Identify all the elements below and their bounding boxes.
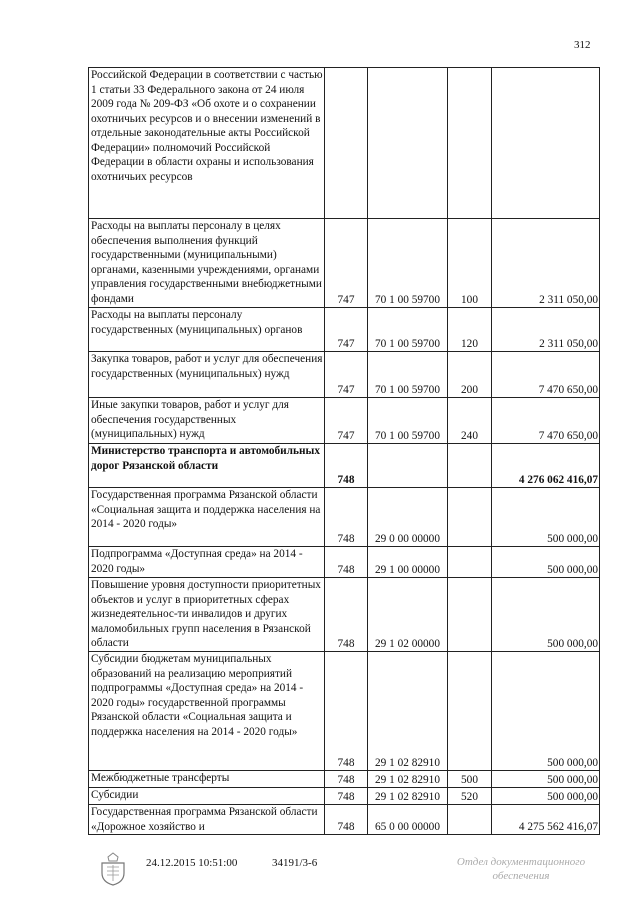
coat-of-arms-icon [98, 851, 128, 887]
table-row [89, 308, 600, 352]
ministry-code: 747 [325, 219, 368, 308]
amount: 500 000,00 [492, 488, 600, 547]
table-row [89, 398, 600, 444]
expense-type [448, 488, 492, 547]
amount: 500 000,00 [492, 771, 600, 788]
row-name: Российской Федерации в соответствии с частью 1 статьи 33 Федерального закона от 24 июля 2009 года № 209-ФЗ «Об охоте и о сохранении охотничьих ресурсов и о внесении изменений в отдельные законодательные акты Российской Федерации» полномочий Российской Федерации в области охраны и использования охотничьих ресурсов [89, 68, 325, 219]
amount: 500 000,00 [492, 788, 600, 805]
budget-table [88, 67, 600, 835]
row-name: Иные закупки товаров, работ и услуг для обеспечения государственных (муниципальных) нужд [89, 398, 325, 444]
row-name: Межбюджетные трансферты [89, 771, 325, 788]
footer-document-code: 34191/3-6 [272, 857, 318, 869]
amount: 2 311 050,00 [492, 219, 600, 308]
expense-type: 240 [448, 398, 492, 444]
row-name: Расходы на выплаты персоналу в целях обеспечения выполнения функций государственными (муниципальными) органами, казенными учреждениями, органами управления государственными внебюджетными фондами [89, 219, 325, 308]
expense-type: 500 [448, 771, 492, 788]
ministry-code: 748 [325, 805, 368, 835]
expense-type [448, 652, 492, 771]
table-row [89, 352, 600, 398]
expense-type: 200 [448, 352, 492, 398]
ministry-code: 748 [325, 547, 368, 578]
amount: 2 311 050,00 [492, 308, 600, 352]
amount: 500 000,00 [492, 652, 600, 771]
expense-type [448, 444, 492, 488]
expense-type [448, 805, 492, 835]
target-code: 29 1 02 00000 [368, 578, 448, 652]
row-name: Расходы на выплаты персоналу государственных (муниципальных) органов [89, 308, 325, 352]
row-name: Повышение уровня доступности приоритетных объектов и услуг в приоритетных сферах жизнедеятельнос-ти инвалидов и других маломобильных групп населения в Рязанской области [89, 578, 325, 652]
ministry-code: 748 [325, 578, 368, 652]
row-name: Закупка товаров, работ и услуг для обеспечения государственных (муниципальных) нужд [89, 352, 325, 398]
table-row [89, 219, 600, 308]
table-row [89, 805, 600, 835]
amount: 4 275 562 416,07 [492, 805, 600, 835]
target-code: 65 0 00 00000 [368, 805, 448, 835]
target-code: 29 1 02 82910 [368, 652, 448, 771]
table-row [89, 547, 600, 578]
expense-type: 120 [448, 308, 492, 352]
table-row [89, 771, 600, 788]
target-code: 29 1 02 82910 [368, 771, 448, 788]
target-code: 70 1 00 59700 [368, 308, 448, 352]
row-name: Субсидии бюджетам муниципальных образований на реализацию мероприятий подпрограммы «Доступная среда» на 2014 - 2020 годы» государственной программы Рязанской области «Социальная защита и поддержка населения на 2014 - 2020 годы» [89, 652, 325, 771]
target-code: 70 1 00 59700 [368, 352, 448, 398]
expense-type: 520 [448, 788, 492, 805]
ministry-code: 747 [325, 308, 368, 352]
amount: 7 470 650,00 [492, 352, 600, 398]
ministry-code: 748 [325, 652, 368, 771]
amount [492, 68, 600, 219]
row-name: Субсидии [89, 788, 325, 805]
target-code: 29 1 02 82910 [368, 788, 448, 805]
ministry-code: 748 [325, 488, 368, 547]
table-row [89, 444, 600, 488]
target-code: 29 1 00 00000 [368, 547, 448, 578]
target-code: 70 1 00 59700 [368, 219, 448, 308]
page-number: 312 [574, 39, 591, 51]
table-row [89, 68, 600, 219]
footer-department: Отдел документационного обеспечения [456, 856, 586, 882]
footer-datetime: 24.12.2015 10:51:00 [146, 857, 238, 869]
row-name: Министерство транспорта и автомобильных дорог Рязанской области [89, 444, 325, 488]
table-row [89, 788, 600, 805]
ministry-code: 747 [325, 398, 368, 444]
target-code [368, 68, 448, 219]
row-name: Подпрограмма «Доступная среда» на 2014 - 2020 годы» [89, 547, 325, 578]
table-row [89, 652, 600, 771]
row-name: Государственная программа Рязанской области «Социальная защита и поддержка населения на 2014 - 2020 годы» [89, 488, 325, 547]
row-name: Государственная программа Рязанской области «Дорожное хозяйство и [89, 805, 325, 835]
expense-type [448, 547, 492, 578]
table-row [89, 488, 600, 547]
target-code: 29 0 00 00000 [368, 488, 448, 547]
ministry-code: 748 [325, 788, 368, 805]
amount: 500 000,00 [492, 547, 600, 578]
ministry-code: 748 [325, 444, 368, 488]
ministry-code [325, 68, 368, 219]
ministry-code: 748 [325, 771, 368, 788]
ministry-code: 747 [325, 352, 368, 398]
target-code [368, 444, 448, 488]
expense-type: 100 [448, 219, 492, 308]
expense-type [448, 578, 492, 652]
amount: 4 276 062 416,07 [492, 444, 600, 488]
target-code: 70 1 00 59700 [368, 398, 448, 444]
table-row [89, 578, 600, 652]
amount: 7 470 650,00 [492, 398, 600, 444]
expense-type [448, 68, 492, 219]
amount: 500 000,00 [492, 578, 600, 652]
